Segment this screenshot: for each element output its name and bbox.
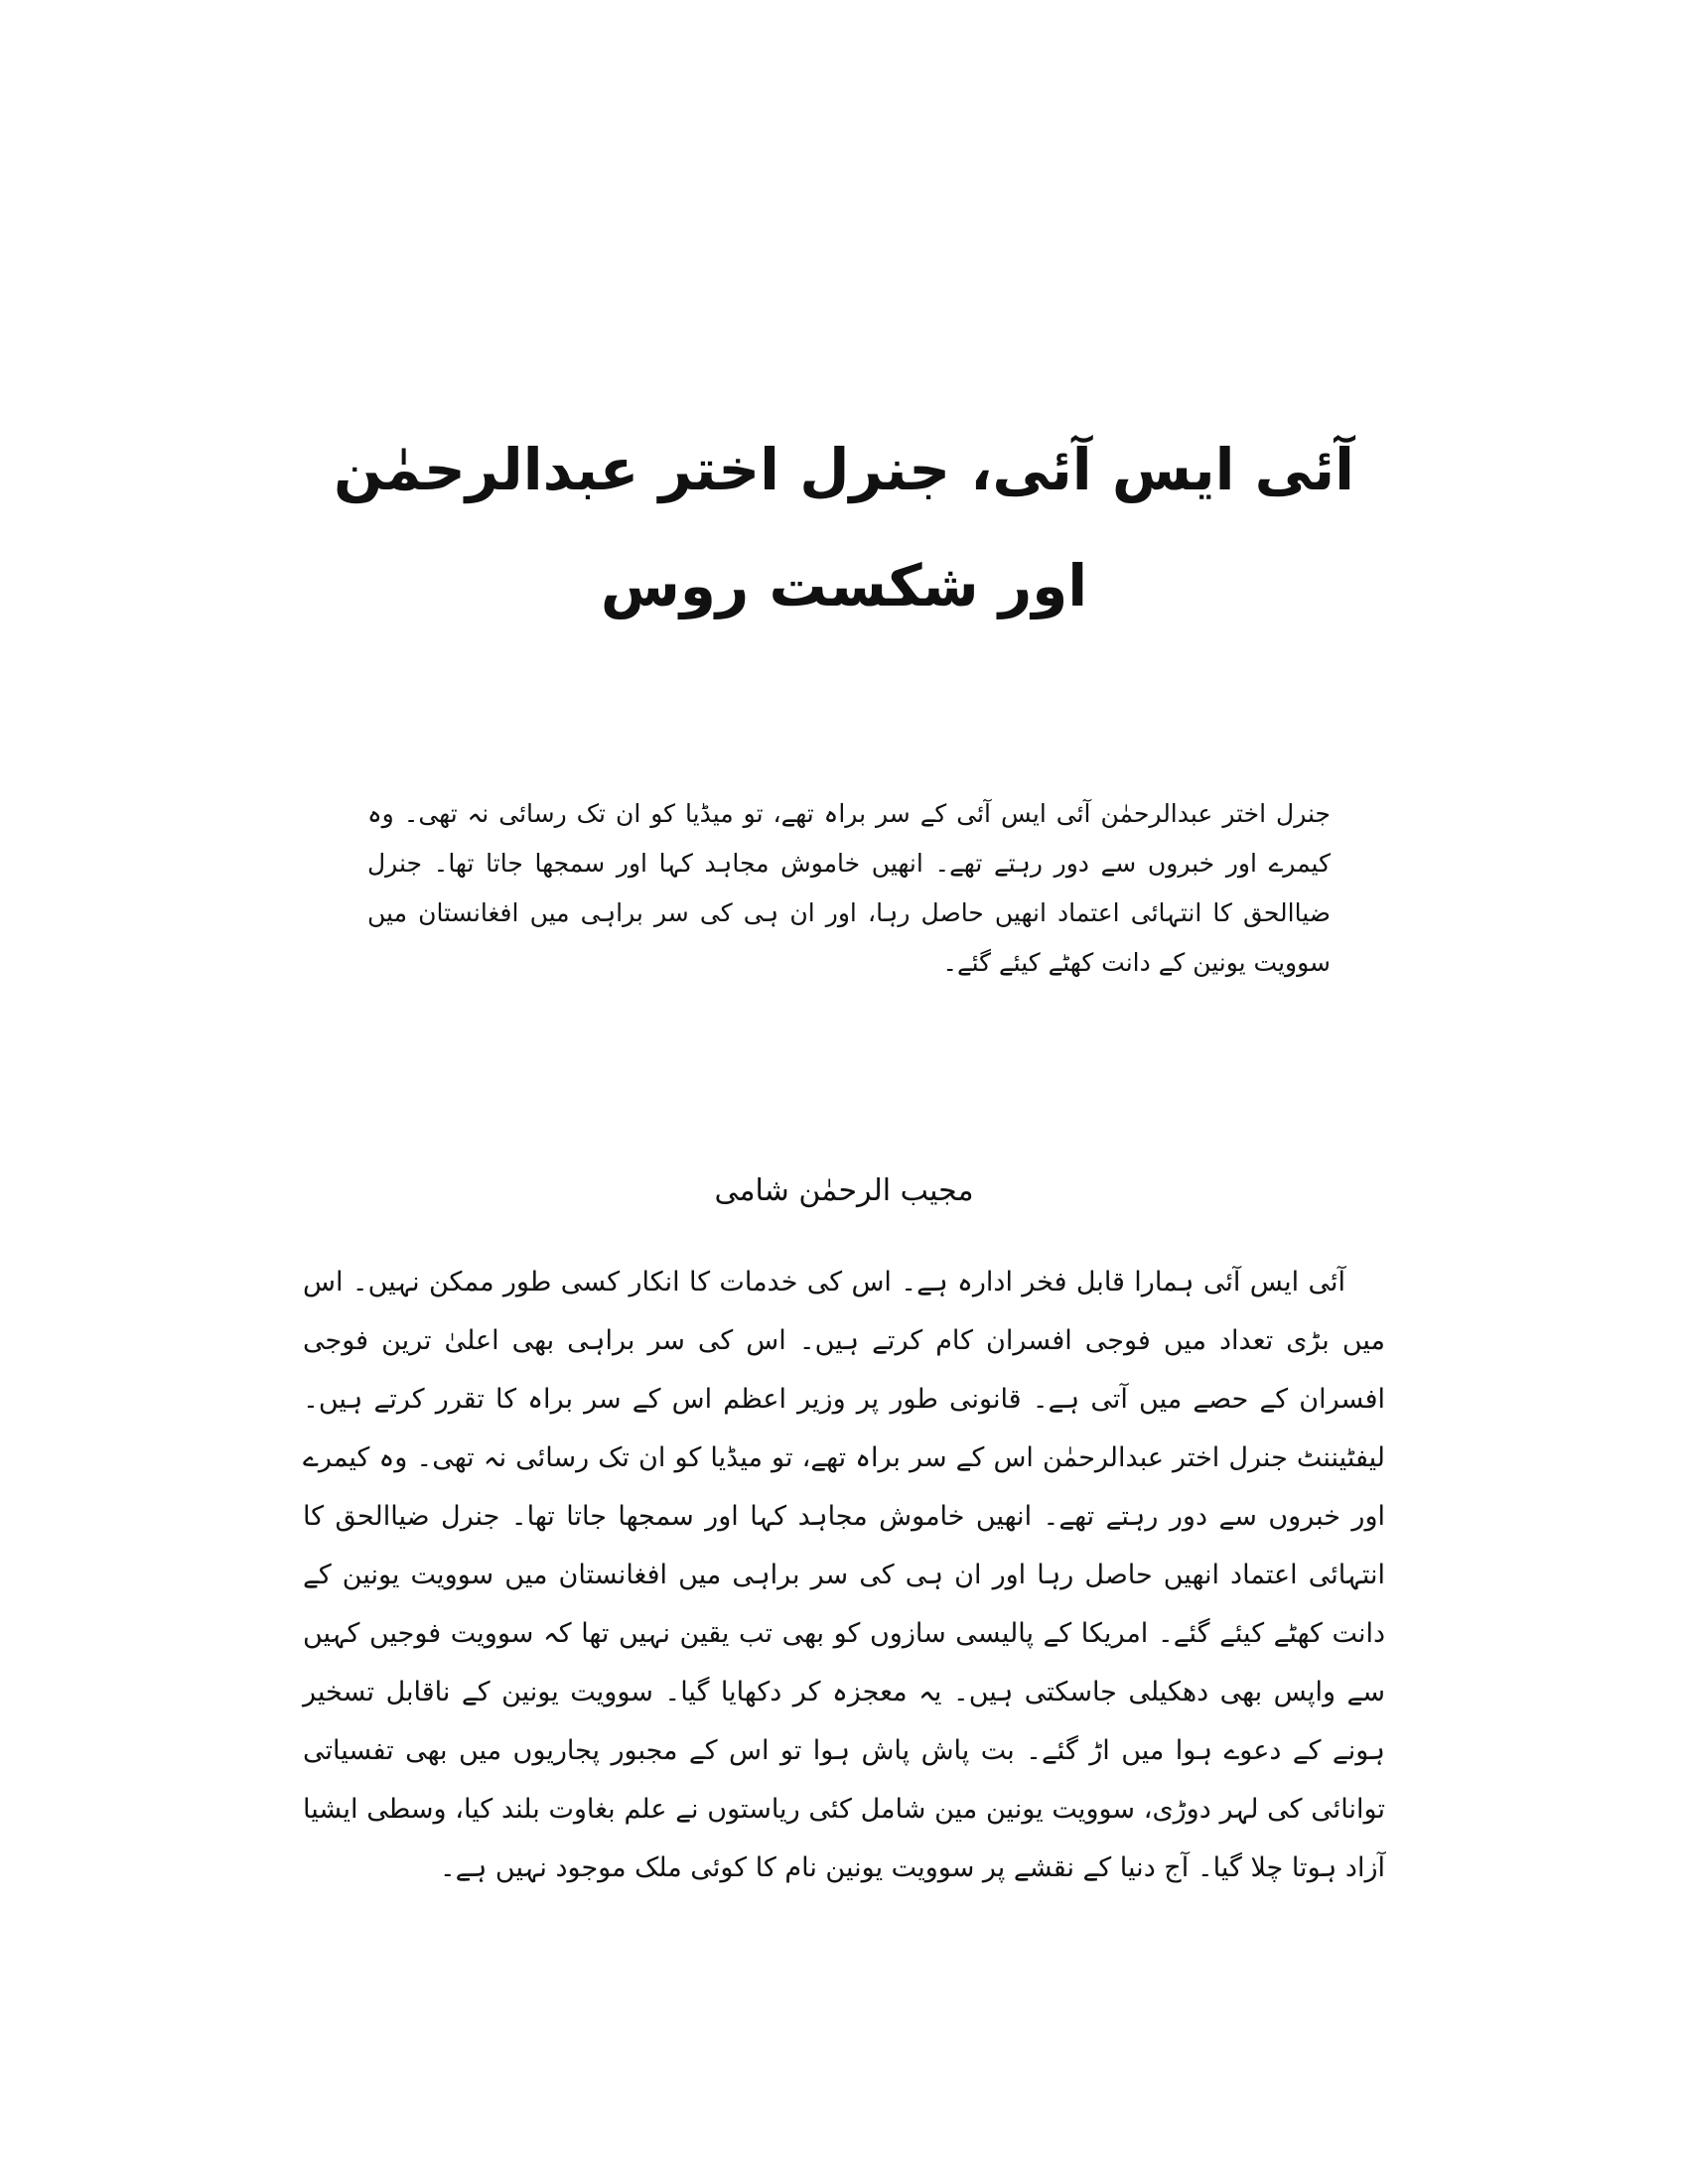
title-line-1: آئی ایس آئی، جنرل اختر عبدالرحمٰن	[333, 436, 1355, 503]
body-paragraph: آئی ایس آئی ہمارا قابل فخر ادارہ ہے۔ اس کی خدمات کا انکار کسی طور ممکن نہیں۔ اس میں بڑی تعداد میں فوجی افسران کام کرتے ہیں۔ اس کی سر براہی بھی اعلیٰ ترین فوجی افسران کے حصے میں آتی ہے۔ قانونی طور پر وزیر اعظم اس کے سر براہ کا تقرر کرتے ہیں۔ لیفٹیننٹ جنرل اختر عبدالرحمٰن اس کے سر براہ تھے، تو میڈیا کو ان تک رسائی نہ تھی۔ وہ کیمرے اور خبروں سے دور رہتے تھے۔ انھیں خاموش مجاہد کہا اور سمجھا جاتا تھا۔ جنرل ضیاالحق کا انتہائی اعتماد انھیں حاصل رہا اور ان ہی کی سر براہی میں افغانستان میں سوویت یونین کے دانت کھٹے کیئے گئے۔ امریکا کے پالیسی سازوں کو بھی تب یقین نہیں تھا کہ سوویت فوجیں کہیں سے واپس بھی دھکیلی جاسکتی ہیں۔ یہ معجزہ کر دکھایا گیا۔ سوویت یونین کے ناقابل تسخیر ہونے کے دعوے ہوا میں اڑ گئے۔ بت پاش پاش ہوا تو اس کے مجبور پجاریوں میں بھی تفسیاتی توانائی کی لہر دوڑی، سوویت یونین مین شامل کئی ریاستوں نے علم بغاوت بلند کیا، وسطی ایشیا آزاد ہوتا چلا گیا۔ آج دنیا کے نقشے پر سوویت یونین نام کا کوئی ملک موجود نہیں ہے۔	[303, 1267, 1385, 1883]
author-name: مجیب الرحمٰن شامی	[714, 1173, 974, 1208]
abstract-paragraph: جنرل اختر عبدالرحمٰن آئی ایس آئی کے سر براہ تھے، تو میڈیا کو ان تک رسائی نہ تھی۔ وہ کیمرے اور خبروں سے دور رہتے تھے۔ انھیں خاموش مجاہد کہا اور سمجھا جاتا تھا۔ جنرل ضیاالحق کا انتہائی اعتماد انھیں حاصل رہا، اور ان ہی کی سر براہی میں افغانستان میں سوویت یونین کے دانت کھٹے کیئے گئے۔	[367, 799, 1331, 977]
article-title	[298, 427, 1390, 629]
title-line-2: اور شکست روس	[600, 552, 1088, 619]
